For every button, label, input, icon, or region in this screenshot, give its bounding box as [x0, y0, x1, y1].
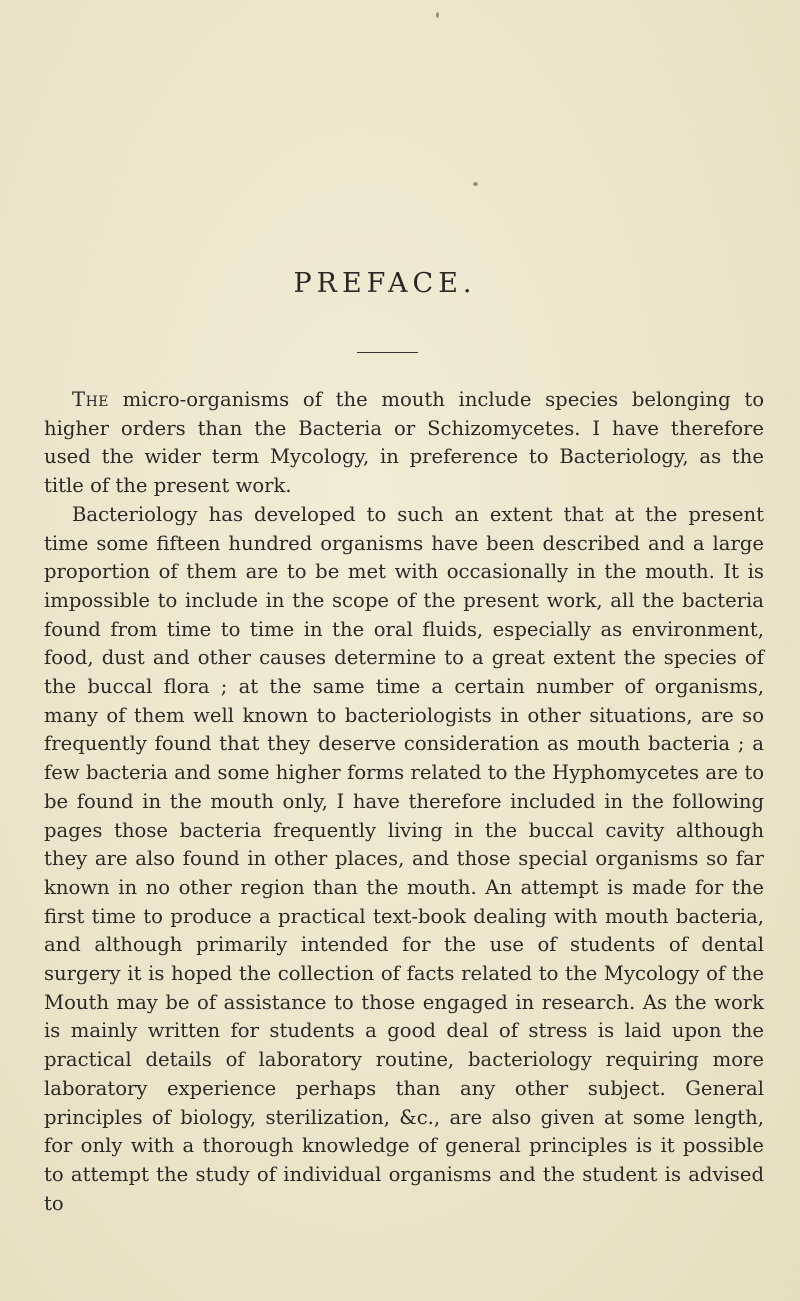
paragraph-text: Bacteriology has developed to such an extent that at the present time some fifteen hundred organisms have been described and a large proportion of them are to be met with occasionally in the mouth. It is impossible to include in the scope of the present work, all the bacteria found from time to time in the oral fluids, especially as environment, food, dust and other causes determine to a great extent the species of the buccal flora ; at the same time a certain number of organisms, many of them well known to bacteriologists in other situations, are so frequently found that they deserve consideration as mouth bacteria ; a few bacteria and some higher forms related to the Hyphomycetes are to be found in the mouth only, I have therefore included in the following pages those bacteria frequently living in the buccal cavity although they are also found in other places, and those special organisms so far known in no other region than the mouth. An attempt is made for the first time to produce a practical text-book dealing with mouth bacteria, and although primarily intended for the use of students of dental surgery it is hoped the collection of facts related to the Mycology of the Mouth may be of assistance to those engaged in research. As the work is mainly written for students a good deal of stress is laid upon the practical details of laboratory routine, bacteriology requiring more laboratory experience perhaps than any other subject. General principles of biology, sterilization, &c., are also given at some length, for only with a thorough knowledge of general principles is it possible to attempt the study of individual organisms and the student is advised to: [44, 502, 764, 1215]
paragraph-2: [44, 501, 764, 1219]
paper-speck: [473, 182, 478, 186]
title-divider: [357, 352, 418, 353]
paragraph-lead-word: The: [72, 388, 109, 411]
page-title: PREFACE.: [293, 268, 477, 299]
paragraph-1: [44, 386, 764, 501]
preface-body: [44, 386, 764, 1218]
paper-speck: [436, 12, 439, 18]
paragraph-text: micro-organisms of the mouth include species belonging to higher orders than the Bacteria or Schizomycetes. I have therefore used the wider term Mycology, in preference to Bacteriology, as the title of the present work.: [44, 388, 764, 498]
